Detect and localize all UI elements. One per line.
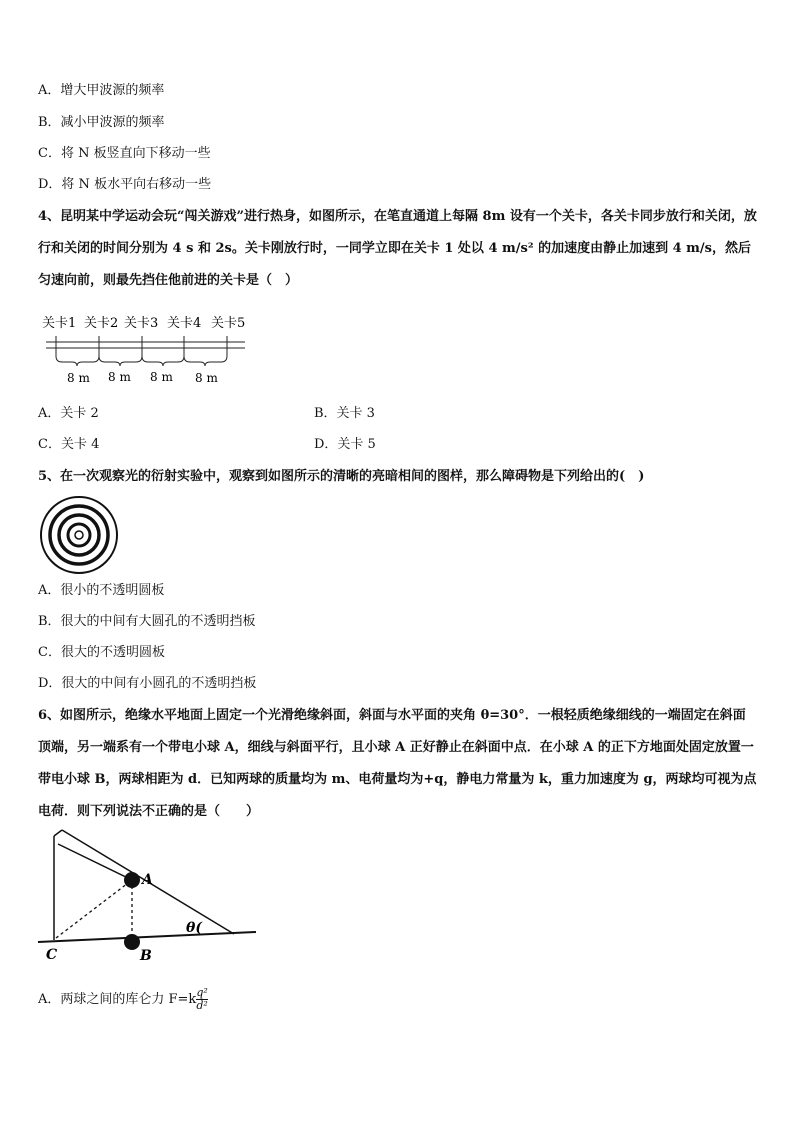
q5-option-d: D．很大的中间有小圆孔的不透明挡板	[38, 676, 257, 691]
q3-option-b: B．减小甲波源的频率	[38, 115, 165, 130]
ball-a	[124, 872, 140, 888]
ball-b	[124, 934, 140, 950]
gate-label: 关卡5	[211, 316, 246, 331]
label-c: C	[46, 947, 58, 963]
gate-label: 关卡1	[42, 316, 77, 331]
gate-label: 关卡3	[124, 316, 159, 331]
gate-label: 关卡2	[84, 316, 119, 331]
spacing-label: 8 m	[195, 371, 218, 385]
coulomb-fraction	[196, 987, 207, 1012]
angle-theta: θ(	[186, 920, 202, 936]
diffraction-rings-figure	[38, 494, 120, 576]
dashed-line-ca	[56, 880, 132, 938]
q4-option-b: B．关卡 3	[314, 406, 375, 421]
q3-option-d: D．将 N 板水平向右移动一些	[38, 177, 212, 192]
incline-figure	[36, 826, 262, 966]
ground-line	[38, 932, 256, 942]
label-a: A	[142, 872, 153, 888]
q6-stem: 6、如图所示，绝缘水平地面上固定一个光滑绝缘斜面，斜面与水平面的夹角 θ=30°．一根轻质绝缘细线的一端固定在斜面顶端，另一端系有一个带电小球 A，细线与斜面平行，且小球 A 正好静止在斜面中点．在小球 A 的正下方地面处固定放置一带电小球 B，两球相距为 d．已知两球的质量均为 m、电荷量均为+q，静电力常量为 k，重力加速度为 g，两球均可视为点电荷．则下列说法不正确的是（ ）	[38, 708, 757, 819]
q3-option-c: C．将 N 板竖直向下移动一些	[38, 146, 211, 161]
q5-option-c: C．很大的不透明圆板	[38, 645, 165, 660]
q4-option-c: C．关卡 4	[38, 437, 100, 452]
spacing-brace	[184, 356, 227, 366]
gate-label: 关卡4	[167, 316, 202, 331]
fraction-denominator: d²	[196, 999, 208, 1012]
q5-option-b: B．很大的中间有大圆孔的不透明挡板	[38, 614, 256, 629]
q4-stem: 4、昆明某中学运动会玩“闯关游戏”进行热身，如图所示，在笔直通道上每隔 8m 设有一个关卡，各关卡同步放行和关闭，放行和关闭的时间分别为 4 s 和 2s。关卡刚放行时，一同学立即在关卡 1 处以 4 m/s² 的加速度由静止加速到 4 m/s，然后匀速向前，则最先挡住他前进的关卡是（ ）	[38, 209, 757, 288]
label-b: B	[140, 948, 152, 964]
q4-option-d: D．关卡 5	[314, 437, 376, 452]
spacing-brace	[99, 356, 142, 366]
q3-option-a: A．增大甲波源的频率	[38, 83, 165, 98]
q4-gates-figure	[40, 310, 260, 390]
q5-option-a: A．很小的不透明圆板	[38, 583, 165, 598]
spacing-brace	[56, 356, 99, 366]
spacing-label: 8 m	[108, 370, 131, 384]
q6-option-a	[38, 985, 208, 1015]
spacing-label: 8 m	[67, 371, 90, 385]
q4-option-a: A．关卡 2	[38, 406, 99, 421]
spacing-label: 8 m	[150, 370, 173, 384]
fraction-numerator: q²	[196, 986, 208, 999]
q6-option-a-text: A．两球之间的库仑力 F=k	[38, 992, 197, 1007]
spacing-brace	[142, 356, 184, 366]
incline-top-edge	[54, 830, 62, 836]
q5-stem: 5、在一次观察光的衍射实验中，观察到如图所示的清晰的亮暗相间的图样，那么障碍物是下列给出的( )	[38, 469, 645, 484]
